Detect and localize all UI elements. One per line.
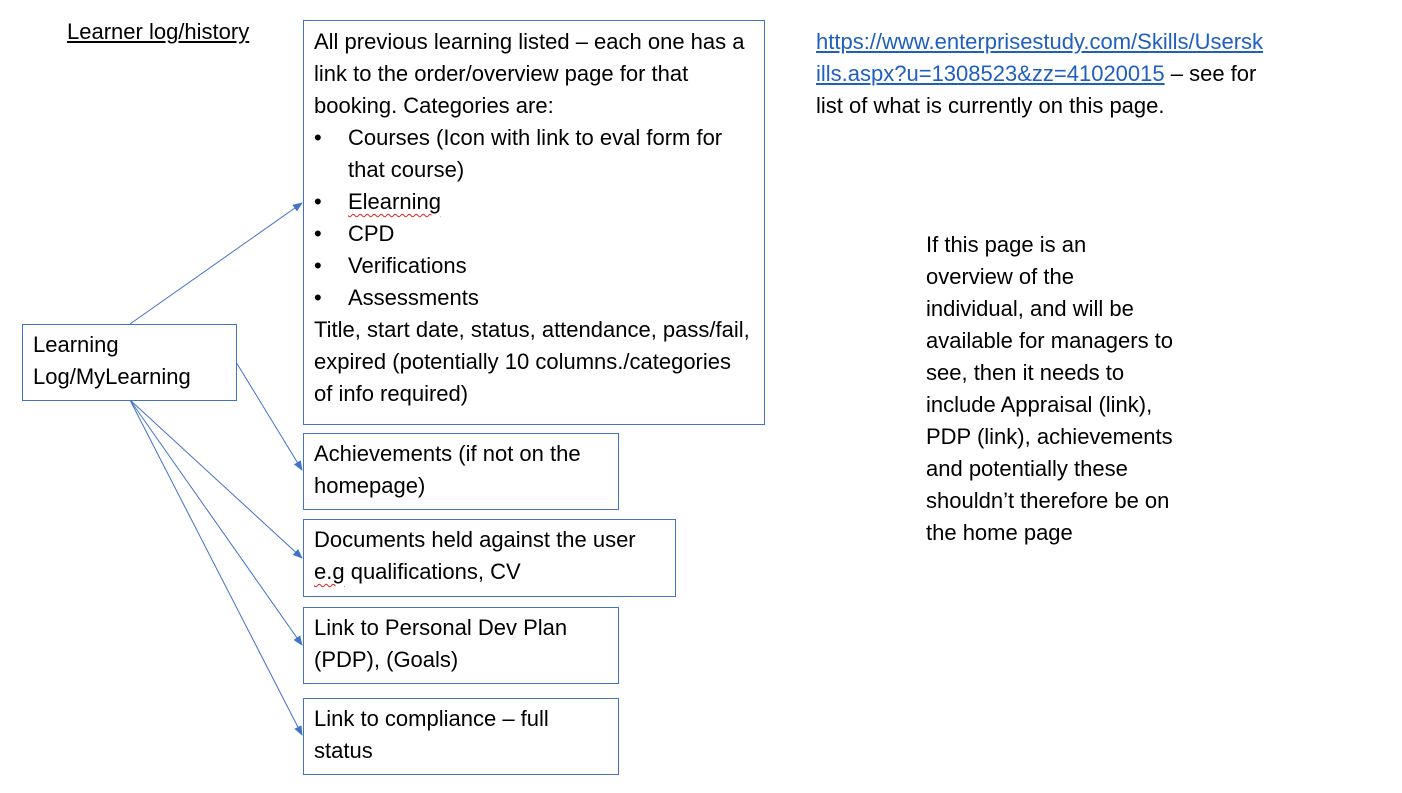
- pdp-box: [303, 607, 619, 684]
- columns-description: Title, start date, status, attendance, pass/fail, expired (potentially 10 columns./categories of info required): [314, 317, 750, 406]
- category-item: • Courses (Icon with link to eval form for that course): [314, 122, 754, 186]
- documents-box: [303, 519, 676, 597]
- category-item: • Elearning: [314, 186, 754, 218]
- documents-text: Documents held against the user e.g qualifications, CV: [314, 527, 636, 584]
- category-list: [314, 122, 754, 314]
- previous-learning-box: [303, 20, 765, 425]
- arrow-to-pdp: [130, 400, 302, 645]
- reference-block: [816, 26, 1266, 122]
- arrow-to-learning-list: [130, 203, 302, 324]
- arrow-to-achievements: [236, 362, 302, 470]
- category-item: • Verifications: [314, 250, 754, 282]
- page-title: Learner log/history: [67, 19, 250, 44]
- arrow-to-compliance: [130, 400, 302, 735]
- category-item: • CPD: [314, 218, 754, 250]
- compliance-box: [303, 698, 619, 775]
- achievements-text: Achievements (if not on the homepage): [314, 441, 581, 498]
- arrow-to-documents: [130, 400, 302, 558]
- compliance-text: Link to compliance – full status: [314, 706, 549, 763]
- category-item: • Assessments: [314, 282, 754, 314]
- learning-log-box: [22, 324, 237, 401]
- learning-log-label: Learning Log/MyLearning: [33, 332, 191, 389]
- previous-learning-intro: All previous learning listed – each one has a link to the order/overview page for that booking. Categories are:: [314, 29, 745, 118]
- reference-suffix: – see for list of what is currently on this page.: [816, 61, 1257, 118]
- enterprisestudy-link[interactable]: https://www.enterprisestudy.com/Skills/Userskills.aspx?u=1308523&zz=41020015: [816, 29, 1264, 86]
- manager-overview-note: If this page is an overview of the individual, and will be available for managers to see, then it needs to include Appraisal (link), PDP (link), achievements and potentially these shouldn’t therefore be on the home page: [926, 232, 1174, 545]
- achievements-box: [303, 433, 619, 510]
- pdp-text: Link to Personal Dev Plan (PDP), (Goals): [314, 615, 568, 672]
